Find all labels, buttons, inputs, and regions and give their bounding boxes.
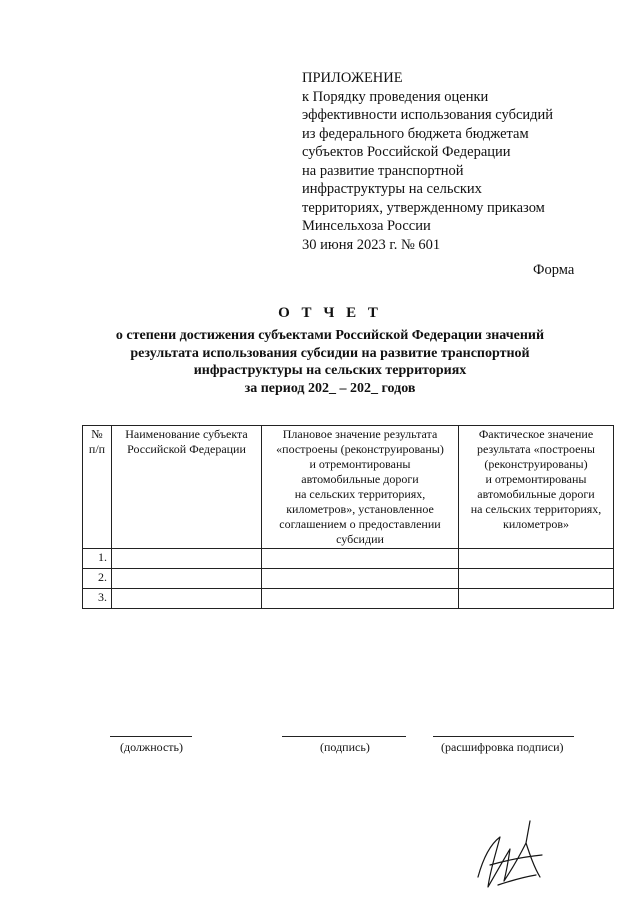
header-actual-value: Фактическое значение результата «построены (реконструированы) и отремонтированы автомобильные дороги на сельских территориях, километров» — [459, 426, 614, 549]
appendix-line: ПРИЛОЖЕНИЕ — [302, 70, 403, 86]
position-caption: (должность) — [120, 740, 183, 754]
cell-subject[interactable] — [112, 549, 262, 569]
signature-caption: (подпись) — [320, 740, 370, 754]
handwritten-signature — [470, 815, 560, 895]
appendix-line: 30 июня 2023 г. № 601 — [302, 236, 441, 253]
header-number: № п/п — [83, 426, 112, 549]
subtitle-line: о степени достижения субъектами Российской Федерации значений — [115, 328, 545, 343]
appendix-line: к Порядку проведения оценки — [302, 88, 489, 105]
row-number: 1. — [83, 549, 112, 569]
position-line — [110, 736, 192, 737]
appendix-block — [302, 69, 602, 254]
appendix-line: территориях, утвержденному приказом — [302, 199, 545, 216]
cell-planned[interactable] — [262, 549, 459, 569]
cell-subject[interactable] — [112, 589, 262, 609]
cell-subject[interactable] — [112, 569, 262, 589]
appendix-line: на развитие транспортной — [302, 162, 464, 179]
decoding-caption: (расшифровка подписи) — [441, 740, 564, 754]
subtitle-line: за период 202_ – 202_ годов — [244, 380, 416, 396]
report-title-block — [70, 305, 590, 397]
cell-planned[interactable] — [262, 569, 459, 589]
subtitle-line: инфраструктуры на сельских территориях — [193, 363, 467, 378]
appendix-line: Минсельхоза России — [302, 218, 431, 234]
table-row — [83, 569, 614, 589]
table-row — [83, 589, 614, 609]
row-number: 2. — [83, 569, 112, 589]
cell-planned[interactable] — [262, 589, 459, 609]
cell-actual[interactable] — [459, 569, 614, 589]
cell-actual[interactable] — [459, 549, 614, 569]
table-header-row — [83, 426, 614, 549]
row-number: 3. — [83, 589, 112, 609]
appendix-line: субъектов Российской Федерации — [302, 144, 511, 160]
report-subtitle — [70, 327, 590, 397]
report-table — [82, 425, 614, 609]
cell-actual[interactable] — [459, 589, 614, 609]
form-label: Форма — [533, 262, 575, 278]
appendix-line: инфраструктуры на сельских — [302, 181, 482, 197]
appendix-line: эффективности использования субсидий — [302, 107, 554, 123]
header-planned-value: Плановое значение результата «построены (реконструированы) и отремонтированы автомобильные дороги на сельских территориях, километров», установленное соглашением о предоставлении субсидии — [262, 426, 459, 549]
report-title: О Т Ч Е Т — [278, 305, 382, 321]
header-subject-name: Наименование субъекта Российской Федерации — [112, 426, 262, 549]
decoding-line — [433, 736, 574, 737]
appendix-line: из федерального бюджета бюджетам — [302, 125, 529, 142]
subtitle-line: результата использования субсидии на развитие транспортной — [130, 345, 530, 361]
table-row — [83, 549, 614, 569]
signature-line — [282, 736, 406, 737]
